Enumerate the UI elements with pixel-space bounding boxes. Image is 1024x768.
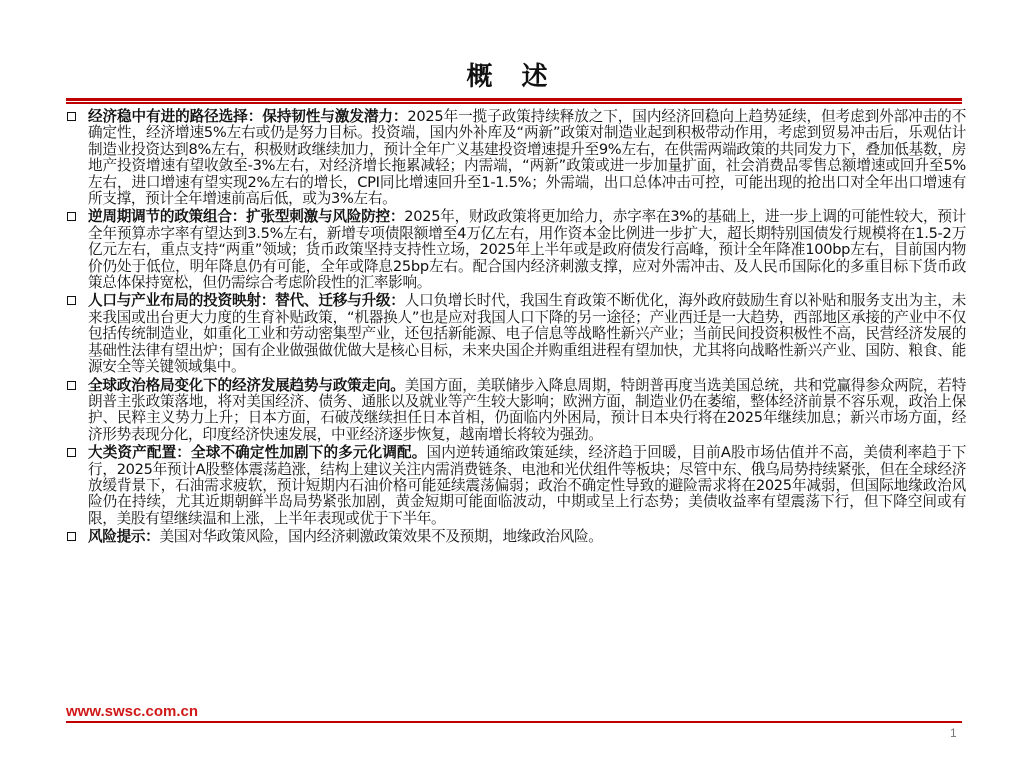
- section-body: 2025年一揽子政策持续释放之下，国内经济回稳向上趋势延续，但考虑到外部冲击的不确定性，经济增速5%左右或仍是努力目标。投资端，国内外补库及“两新”政策对制造业起到积极带动作用，考虑到贸易冲击后，乐观估计制造业投资达到8%左右，积极财政继续加力，预计全年广义基建投资增速提升至9%左右，在供需两端政策的共同发力下，叠加低基数，房地产投资增速有望收敛至-3%左右，对经济增长拖累减轻；内需端，“两新”政策或进一步加量扩面，社会消费品零售总额增速或回升至5%左右，进口增速有望实现2%左右的增长，CPI同比增速回升至1-1.5%；外需端，出口总体冲击可控，可能出现的抢出口对全年出口增速有所支撑，预计全年增速前高后低，或为3%左右。: [88, 108, 966, 208]
- section-risk-warning: [66, 529, 966, 545]
- section-heading: 大类资产配置：全球不确定性加剧下的多元化调配。: [88, 444, 427, 462]
- square-bullet-icon: [67, 381, 76, 390]
- summary-content: [66, 109, 966, 548]
- section-heading: 逆周期调节的政策组合：扩张型刺激与风险防控：: [88, 208, 405, 226]
- section-heading: 全球政治格局变化下的经济发展趋势与政策走向。: [88, 376, 405, 394]
- section-body: 美国对华政策风险，国内经济刺激政策效果不及预期，地缘政治风险。: [159, 528, 603, 546]
- section-countercyclical-policy: [66, 209, 966, 291]
- section-body: 2025年，财政政策将更加给力，赤字率在3%的基础上，进一步上调的可能性较大，预计全年预算赤字率有望达到3.5%左右，新增专项债限额增至4万亿左右，用作资本金比例进一步扩大，超长期特别国债发行规模将在1.5-2万亿元左右，重点支持“两重”领域；货币政策坚持支持性立场，2025年上半年或是政府债发行高峰，预计全年降准100bp左右，目前国内物价仍处于低位，明年降息仍有可能，全年或降息25bp左右。配合国内经济刺激支撑，应对外需冲击、及人民币国际化的多重目标下货币政策总体保持宽松，但仍需综合考虑阶段性的汇率影响。: [88, 208, 967, 292]
- section-body: 国内逆转通缩政策延续，经济趋于回暖，目前A股市场估值并不高，美债利率趋于下行，2025年预计A股整体震荡趋涨，结构上建议关注内需消费链条、电池和光伏组件等板块；尽管中东、俄乌局势持续紧张，但在全球经济放缓背景下，石油需求疲软，预计短期内石油价格可能延续震荡偏弱；政治不确定性导致的避险需求将在2025年减弱，但国际地缘政治风险仍在持续，尤其近期朝鲜半岛局势紧张加剧，黄金短期可能面临波动，中期或呈上行态势；美债收益率有望震荡下行，但下降空间或有限，美股有望继续温和上涨，上半年表现或优于下半年。: [88, 444, 966, 527]
- section-population-industry: [66, 293, 966, 375]
- website-link[interactable]: www.swsc.com.cn: [66, 703, 198, 720]
- section-heading: 风险提示：: [88, 528, 160, 546]
- section-heading: 人口与产业布局的投资映射：替代、迁移与升级：: [88, 292, 405, 310]
- square-bullet-icon: [67, 112, 76, 121]
- page-number: 1: [950, 726, 957, 740]
- section-heading: 经济稳中有进的路径选择：保持韧性与激发潜力：: [88, 108, 408, 125]
- square-bullet-icon: [67, 212, 76, 221]
- square-bullet-icon: [67, 532, 76, 541]
- section-body: 人口负增长时代，我国生育政策不断优化，海外政府鼓励生育以补贴和服务支出为主，未来我国或出台更大力度的生育补贴政策，“机器换人”也是应对我国人口下降的另一途径；产业西迁是一大趋势，西部地区承接的产业中不仅包括传统制造业，如重化工业和劳动密集型产业，还包括新能源、电子信息等战略性新兴产业；当前民间投资积极性不高，民营经济发展的基础性法律有望出炉；国有企业做强做优做大是核心目标，未来央国企并购重组进程有望加快，尤其将向战略性新兴产业、国防、粮食、能源安全等关键领域集中。: [88, 292, 966, 376]
- title-divider: [66, 98, 962, 104]
- square-bullet-icon: [67, 448, 76, 457]
- section-economic-path: [66, 109, 966, 207]
- footer-divider: [66, 721, 962, 723]
- section-global-politics: [66, 378, 966, 444]
- square-bullet-icon: [67, 296, 76, 305]
- section-asset-allocation: [66, 445, 966, 527]
- page-title: 概 述: [466, 62, 558, 92]
- section-body: 美国方面，美联储步入降息周期，特朗普再度当选美国总统，共和党赢得参众两院，若特朗普主张政策落地，将对美国经济、债务、通胀以及就业等产生较大影响；欧洲方面，制造业仍在萎缩，整体经济前景不容乐观，政治上保护、民粹主义势力上升；日本方面，石破茂继续担任日本首相，仍面临内外困局，预计日本央行将在2025年继续加息；新兴市场方面，经济形势表现分化，印度经济快速发展，中亚经济逐步恢复，越南增长将较为强劲。: [88, 376, 966, 443]
